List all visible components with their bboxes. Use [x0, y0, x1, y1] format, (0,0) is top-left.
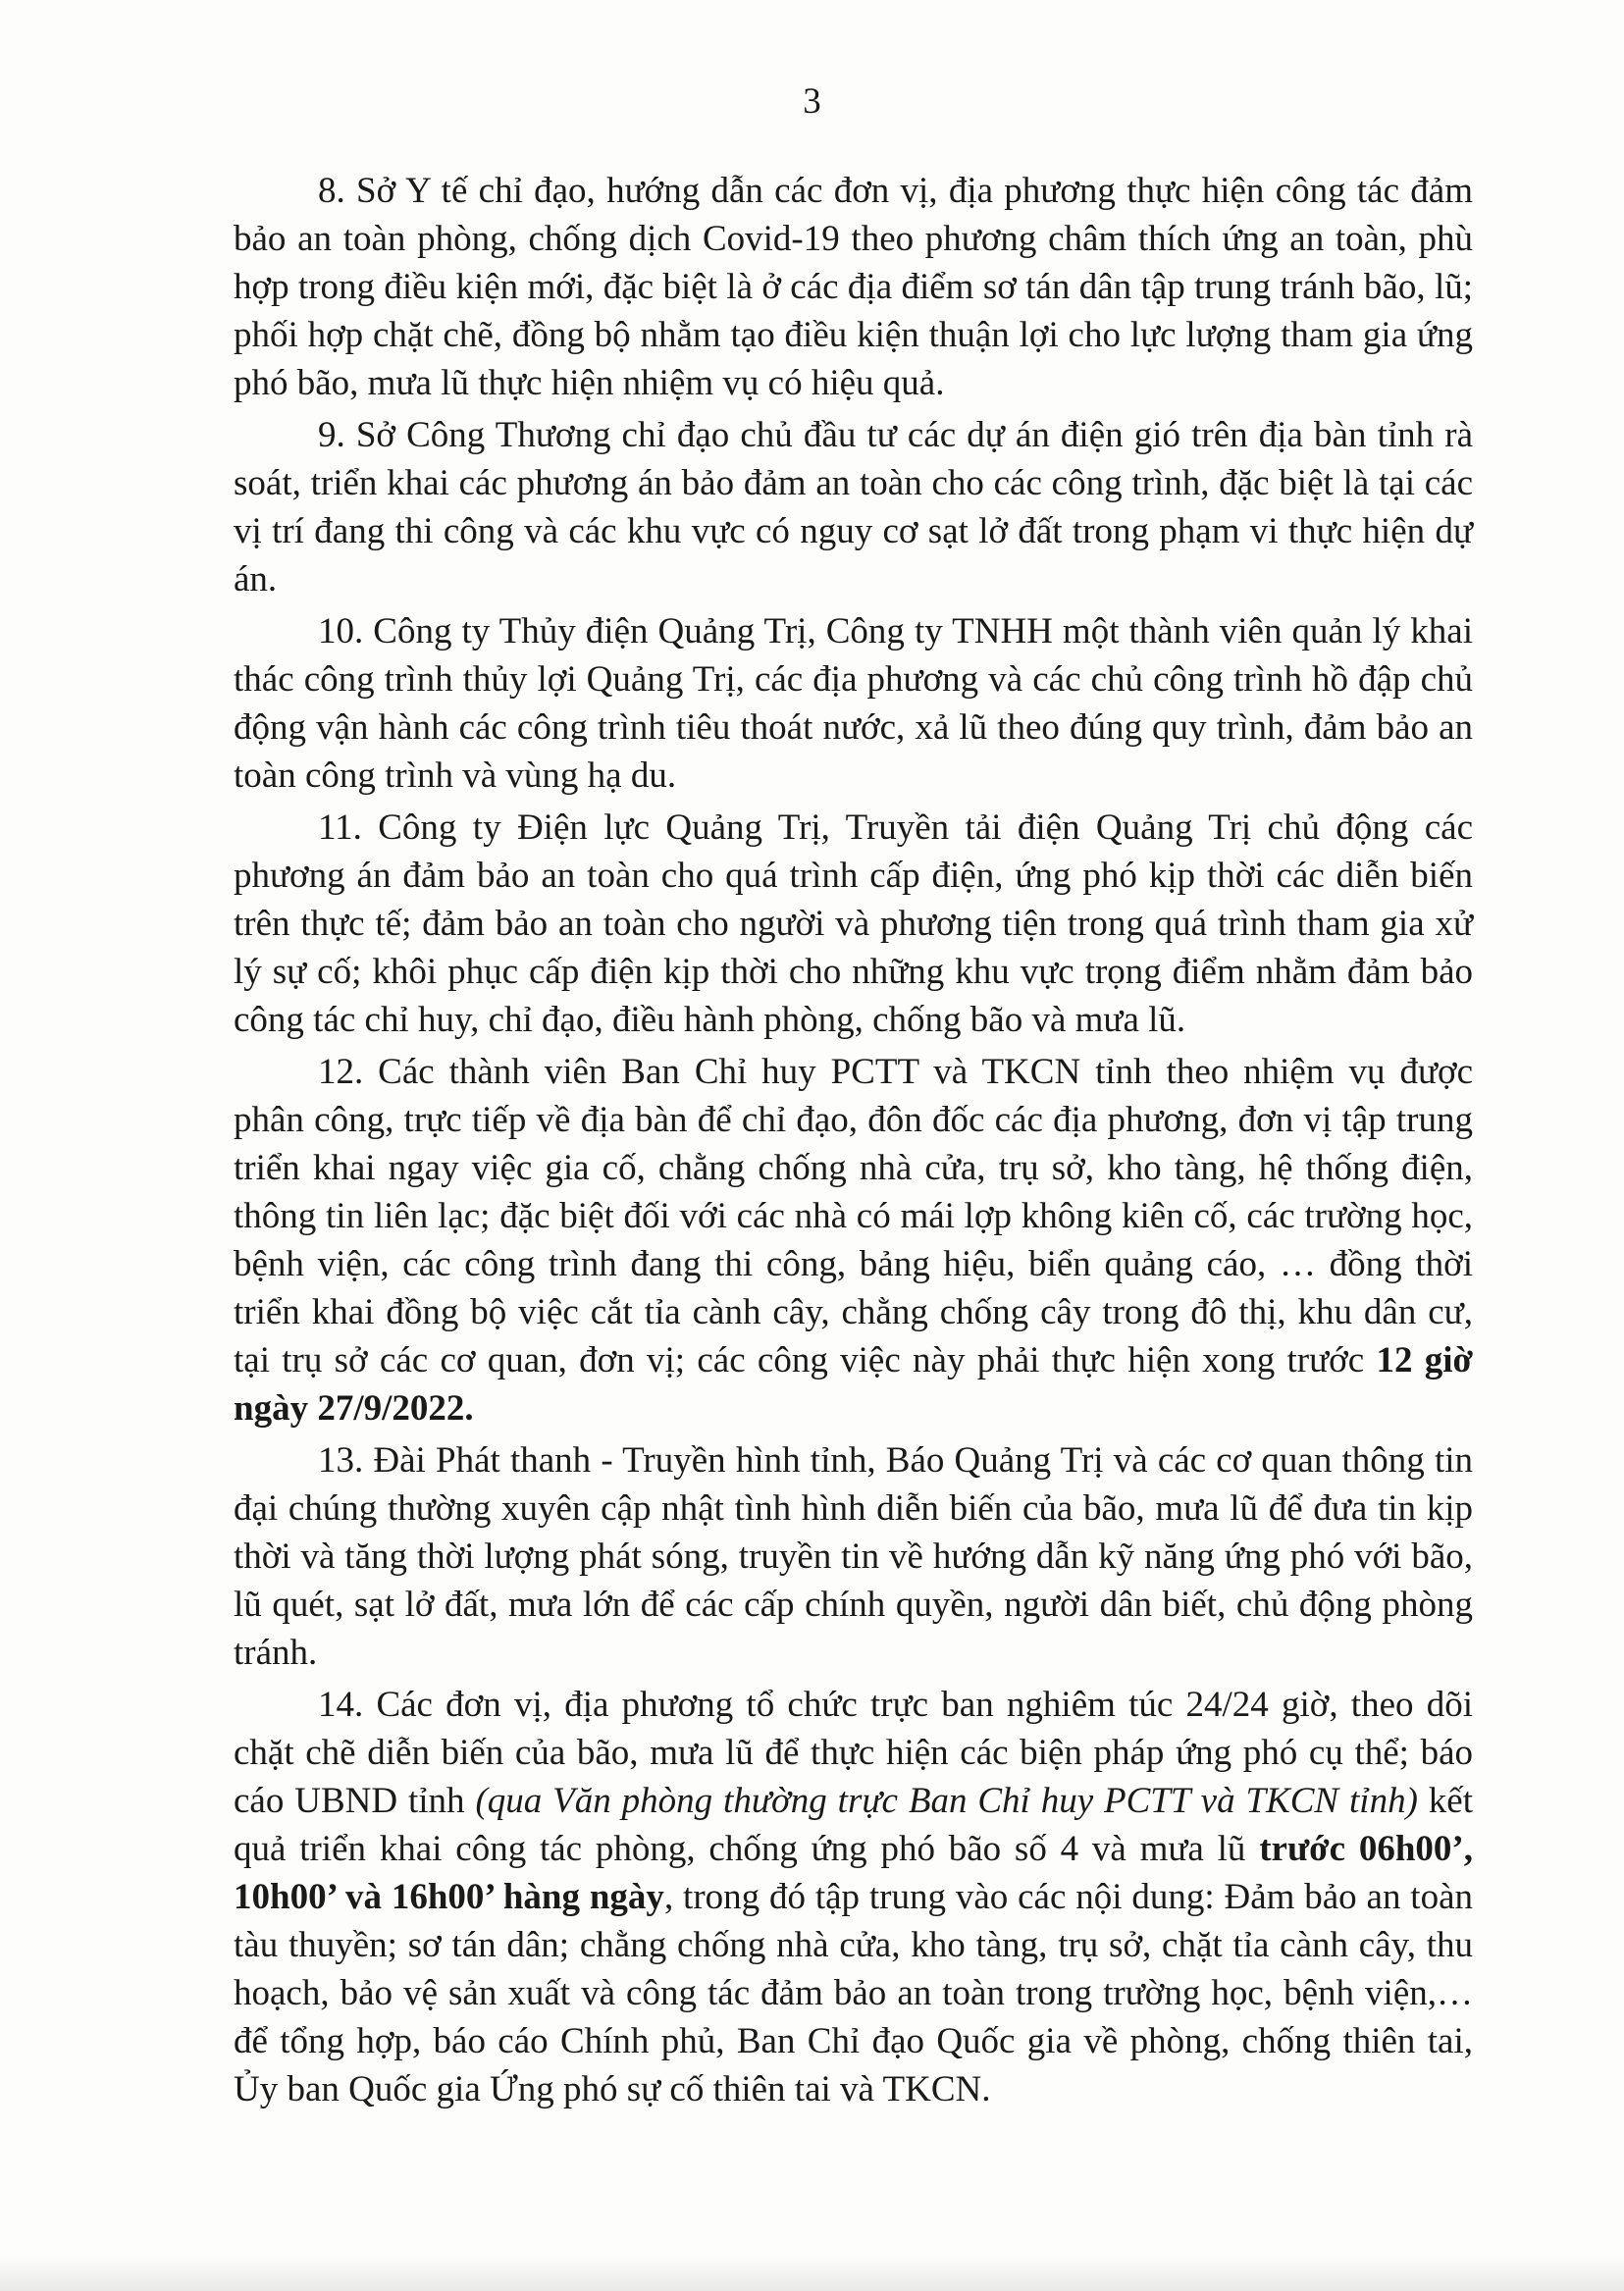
paragraph-12-text: 12. Các thành viên Ban Chỉ huy PCTT và TKCN tỉnh theo nhiệm vụ được phân công, trực tiếp về địa bàn để chỉ đạo, đôn đốc các địa phương, đơn vị tập trung triển khai ngay việc gia cố, chằng chống nhà cửa, trụ sở, kho tàng, hệ thống điện, thông tin liên lạc; đặc biệt đối với các nhà có mái lợp không kiên cố, các trường học, bệnh viện, các công trình đang thi công, bảng hiệu, biển quảng cáo, … đồng thời triển khai đồng bộ việc cắt tỉa cành cây, chằng chống cây trong đô thị, khu dân cư, tại trụ sở các cơ quan, đơn vị; các công việc này phải thực hiện xong trước: [234, 1052, 1473, 1380]
paragraph-14-text-c: , trong đó tập trung vào các nội dung: Đảm bảo an toàn tàu thuyền; sơ tán dân; chằng chống nhà cửa, kho tàng, trụ sở, chặt tỉa cành cây, thu hoạch, bảo vệ sản xuất và công tác đảm bảo an toàn trong trường học, bệnh viện,… để tổng hợp, báo cáo Chính phủ, Ban Chỉ đạo Quốc gia về phòng, chống thiên tai, Ủy ban Quốc gia Ứng phó sự cố thiên tai và TKCN.: [234, 1877, 1473, 2109]
paragraph-14-report-times: trước 06h00’, 10h00’ và 16h00’ hàng ngày: [234, 1829, 1473, 1917]
paragraph-12: [234, 1048, 1473, 1432]
paragraph-14-text-a: 14. Các đơn vị, địa phương tổ chức trực ban nghiêm túc 24/24 giờ, theo dõi chặt chẽ diễn biến của bão, mưa lũ để thực hiện các biện pháp ứng phó cụ thể; báo cáo UBND tỉnh: [234, 1685, 1473, 1821]
paragraph-14: [234, 1681, 1473, 2113]
paragraph-14-office-note: (qua Văn phòng thường trực Ban Chỉ huy PCTT và TKCN tỉnh): [475, 1781, 1418, 1821]
paragraph-11: 11. Công ty Điện lực Quảng Trị, Truyền tải điện Quảng Trị chủ động các phương án đảm bảo an toàn cho quá trình cấp điện, ứng phó kịp thời các diễn biến trên thực tế; đảm bảo an toàn cho người và phương tiện trong quá trình tham gia xử lý sự cố; khôi phục cấp điện kịp thời cho những khu vực trọng điểm nhằm đảm bảo công tác chỉ huy, chỉ đạo, điều hành phòng, chống bão và mưa lũ.: [234, 807, 1473, 1040]
paragraph-10: 10. Công ty Thủy điện Quảng Trị, Công ty TNHH một thành viên quản lý khai thác công trình thủy lợi Quảng Trị, các địa phương và các chủ công trình hồ đập chủ động vận hành các công trình tiêu thoát nước, xả lũ theo đúng quy trình, đảm bảo an toàn công trình và vùng hạ du.: [234, 611, 1473, 796]
paragraph-9: 9. Sở Công Thương chỉ đạo chủ đầu tư các dự án điện gió trên địa bàn tỉnh rà soát, triển khai các phương án bảo đảm an toàn cho các công trình, đặc biệt là tại các vị trí đang thi công và các khu vực có nguy cơ sạt lở đất trong phạm vi thực hiện dự án.: [234, 415, 1473, 599]
paragraph-14-text-b: kết quả triển khai công tác phòng, chống ứng phó bão số 4 và mưa lũ: [234, 1781, 1473, 1869]
paragraph-13: 13. Đài Phát thanh - Truyền hình tỉnh, Báo Quảng Trị và các cơ quan thông tin đại chúng thường xuyên cập nhật tình hình diễn biến của bão, mưa lũ để đưa tin kịp thời và tăng thời lượng phát sóng, truyền tin về hướng dẫn kỹ năng ứng phó với bão, lũ quét, sạt lở đất, mưa lớn để các cấp chính quyền, người dân biết, chủ động phòng tránh.: [234, 1440, 1473, 1673]
paragraph-8: 8. Sở Y tế chỉ đạo, hướng dẫn các đơn vị, địa phương thực hiện công tác đảm bảo an toàn phòng, chống dịch Covid-19 theo phương châm thích ứng an toàn, phù hợp trong điều kiện mới, đặc biệt là ở các địa điểm sơ tán dân tập trung tránh bão, lũ; phối hợp chặt chẽ, đồng bộ nhằm tạo điều kiện thuận lợi cho lực lượng tham gia ứng phó bão, mưa lũ thực hiện nhiệm vụ có hiệu quả.: [234, 171, 1473, 403]
paragraph-12-deadline: 12 giờ ngày 27/9/2022.: [234, 1340, 1473, 1429]
page-number: 3: [803, 81, 821, 122]
scan-bottom-edge: [0, 2257, 1624, 2291]
document-body: [234, 167, 1473, 2117]
